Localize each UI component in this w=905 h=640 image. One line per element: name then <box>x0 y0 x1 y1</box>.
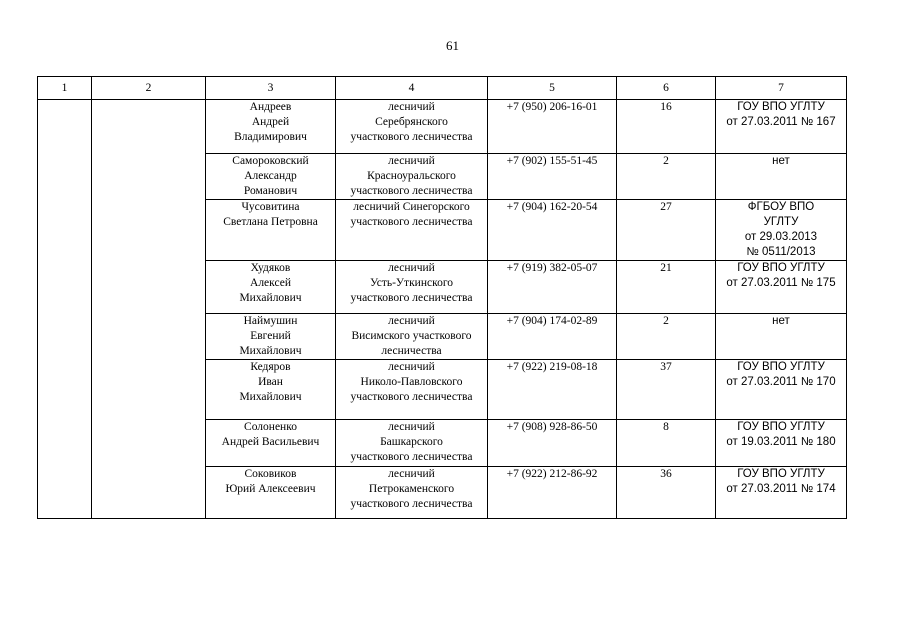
col-1-merged-cell <box>38 100 92 519</box>
phone-cell: +7 (922) 219-08-18 <box>488 360 617 420</box>
education-cell-line: нет <box>772 155 790 167</box>
education-cell-line: ГОУ ВПО УГЛТУ <box>737 262 825 274</box>
education-cell-line: от 27.03.2011 № 167 <box>726 116 836 128</box>
employee-name-cell-line: Александр <box>244 170 297 182</box>
employee-name-cell-line: Худяков <box>250 262 291 274</box>
employee-name-cell-line: Иван <box>258 376 283 388</box>
position-cell <box>336 360 488 420</box>
employee-name-cell-line: Алексей <box>250 277 291 289</box>
employee-name-cell-line: Андрей <box>251 116 290 128</box>
employee-name-cell-line: Юрий Алексеевич <box>225 483 316 495</box>
employee-name-cell <box>206 100 336 154</box>
employee-name-cell <box>206 420 336 467</box>
position-cell-line: лесничий <box>388 361 435 373</box>
position-cell-line: участкового лесничества <box>350 216 473 228</box>
experience-cell: 36 <box>617 467 716 519</box>
education-cell <box>716 261 847 314</box>
header-cell-7: 7 <box>716 77 847 100</box>
employee-name-cell-line: Соковиков <box>244 468 297 480</box>
employee-name-cell <box>206 467 336 519</box>
education-cell <box>716 467 847 519</box>
education-cell-line: ГОУ ВПО УГЛТУ <box>737 101 825 113</box>
education-cell-line: ГОУ ВПО УГЛТУ <box>737 361 825 373</box>
education-cell <box>716 200 847 261</box>
position-cell-line: Красноуральского <box>367 170 456 182</box>
education-cell-line: от 27.03.2011 № 175 <box>726 277 836 289</box>
employee-name-cell-line: Михайлович <box>239 345 302 357</box>
position-cell-line: участкового лесничества <box>350 185 473 197</box>
experience-cell: 8 <box>617 420 716 467</box>
employee-name-cell-line: Владимирович <box>234 131 307 143</box>
phone-cell: +7 (919) 382-05-07 <box>488 261 617 314</box>
page-number: 61 <box>446 38 459 53</box>
header-cell-6: 6 <box>617 77 716 100</box>
position-cell-line: лесничий <box>388 468 435 480</box>
position-cell-line: Усть-Уткинского <box>369 277 454 289</box>
employee-name-cell-line: Михайлович <box>239 391 302 403</box>
position-cell <box>336 100 488 154</box>
header-cell-4: 4 <box>336 77 488 100</box>
position-cell-line: Висимского участкового <box>351 330 472 342</box>
position-cell-line: лесничества <box>381 345 442 357</box>
employee-name-cell-line: Евгений <box>250 330 291 342</box>
position-cell-line: лесничий <box>388 155 435 167</box>
employee-name-cell <box>206 261 336 314</box>
position-cell-line: Николо-Павловского <box>360 376 463 388</box>
position-cell-line: лесничий Синегорского <box>353 201 470 213</box>
experience-cell: 2 <box>617 154 716 200</box>
education-cell <box>716 360 847 420</box>
employee-name-cell <box>206 360 336 420</box>
education-cell <box>716 314 847 360</box>
employee-name-cell-line: Светлана Петровна <box>223 216 318 228</box>
employee-name-cell-line: Самороковский <box>232 155 309 167</box>
employee-name-cell-line: Наймушин <box>243 315 298 327</box>
position-cell <box>336 261 488 314</box>
education-cell-line: ГОУ ВПО УГЛТУ <box>737 421 825 433</box>
experience-cell: 27 <box>617 200 716 261</box>
education-cell-line: от 19.03.2011 № 180 <box>726 436 836 448</box>
header-cell-5: 5 <box>488 77 617 100</box>
position-cell-line: лесничий <box>388 101 435 113</box>
experience-cell: 37 <box>617 360 716 420</box>
employee-name-cell-line: Андрей Васильевич <box>221 436 320 448</box>
employee-name-cell-line: Солоненко <box>244 421 297 433</box>
employee-name-cell <box>206 154 336 200</box>
col-2-merged-cell <box>92 100 206 519</box>
education-cell-line: от 29.03.2013 <box>744 231 818 243</box>
position-cell-line: участкового лесничества <box>350 498 473 510</box>
phone-cell: +7 (904) 174-02-89 <box>488 314 617 360</box>
position-cell <box>336 200 488 261</box>
position-cell-line: участкового лесничества <box>350 131 473 143</box>
education-cell-line: № 0511/2013 <box>746 246 816 258</box>
position-cell-line: Серебрянского <box>375 116 448 128</box>
position-cell-line: Башкарского <box>380 436 443 448</box>
header-cell-1: 1 <box>38 77 92 100</box>
education-cell-line: ГОУ ВПО УГЛТУ <box>737 468 825 480</box>
education-cell <box>716 420 847 467</box>
education-cell-line: ФГБОУ ВПО <box>747 201 815 213</box>
position-cell-line: лесничий <box>388 262 435 274</box>
employee-name-cell <box>206 200 336 261</box>
phone-cell: +7 (922) 212-86-92 <box>488 467 617 519</box>
phone-cell: +7 (904) 162-20-54 <box>488 200 617 261</box>
employee-name-cell-line: Чусовитина <box>241 201 300 213</box>
education-cell <box>716 154 847 200</box>
employee-name-cell-line: Кедяров <box>250 361 291 373</box>
position-cell-line: участкового лесничества <box>350 391 473 403</box>
position-cell-line: участкового лесничества <box>350 451 473 463</box>
employee-name-cell-line: Михайлович <box>239 292 302 304</box>
position-cell <box>336 154 488 200</box>
header-cell-3: 3 <box>206 77 336 100</box>
header-row <box>38 77 847 100</box>
education-cell <box>716 100 847 154</box>
experience-cell: 2 <box>617 314 716 360</box>
education-cell-line: от 27.03.2011 № 170 <box>726 376 836 388</box>
position-cell <box>336 314 488 360</box>
education-cell-line: УГЛТУ <box>763 216 799 228</box>
position-cell-line: Петрокаменского <box>368 483 455 495</box>
employee-name-cell <box>206 314 336 360</box>
position-cell <box>336 420 488 467</box>
position-cell-line: участкового лесничества <box>350 292 473 304</box>
employee-name-cell-line: Андреев <box>249 101 292 113</box>
position-cell-line: лесничий <box>388 421 435 433</box>
experience-cell: 21 <box>617 261 716 314</box>
header-cell-2: 2 <box>92 77 206 100</box>
phone-cell: +7 (950) 206-16-01 <box>488 100 617 154</box>
staff-table <box>37 76 847 519</box>
position-cell <box>336 467 488 519</box>
phone-cell: +7 (908) 928-86-50 <box>488 420 617 467</box>
education-cell-line: нет <box>772 315 790 327</box>
education-cell-line: от 27.03.2011 № 174 <box>726 483 836 495</box>
position-cell-line: лесничий <box>388 315 435 327</box>
table-row <box>38 100 847 154</box>
employee-name-cell-line: Романович <box>243 185 298 197</box>
experience-cell: 16 <box>617 100 716 154</box>
phone-cell: +7 (902) 155-51-45 <box>488 154 617 200</box>
